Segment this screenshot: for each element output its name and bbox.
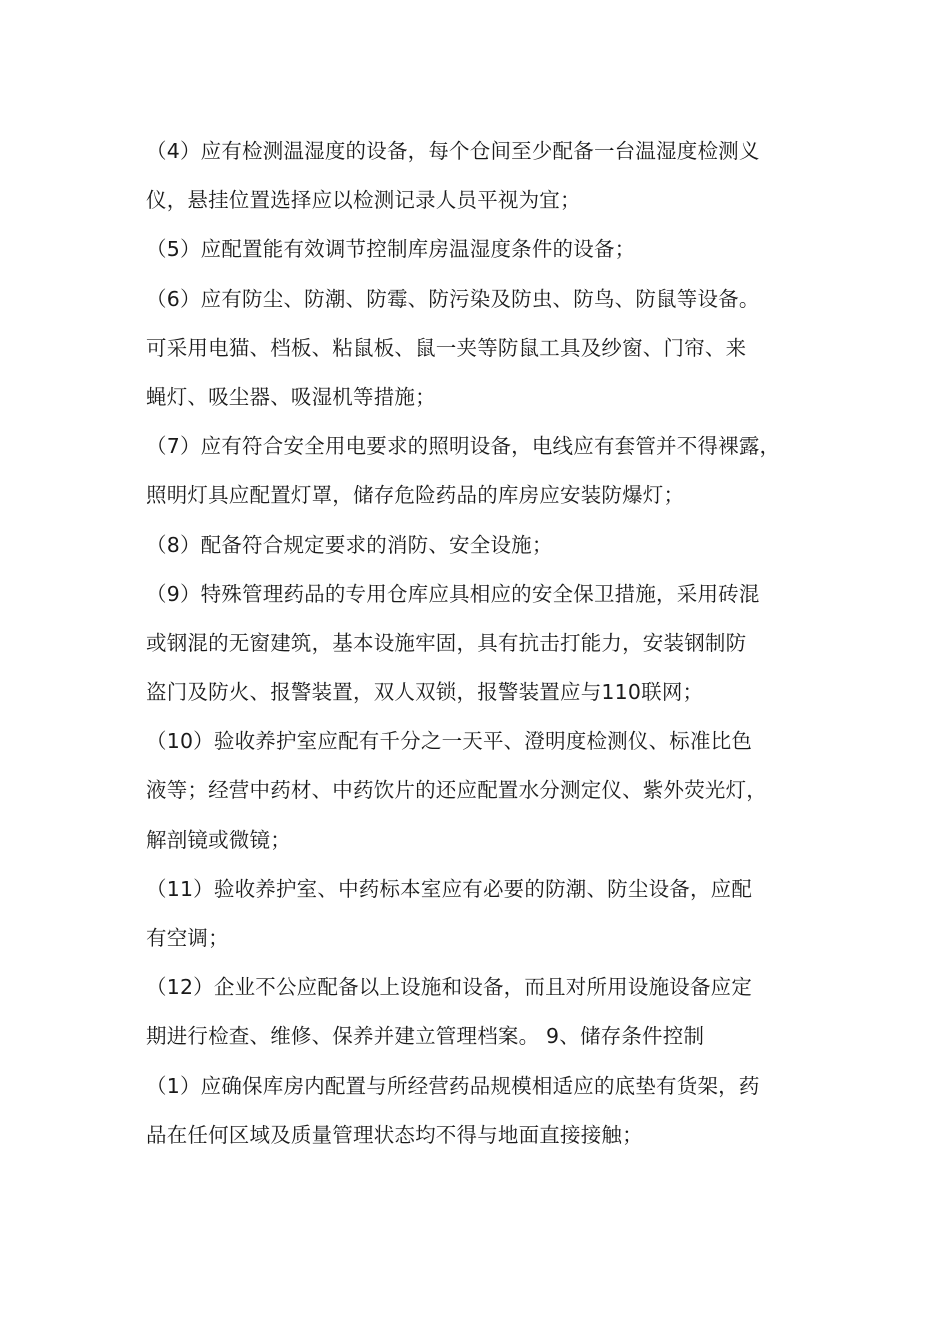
text-line: （12）企业不公应配备以上设施和设备，而且对所用设施设备应定	[146, 975, 753, 1000]
text-line: （6）应有防尘、防潮、防霉、防污染及防虫、防鸟、防鼠等设备。	[146, 286, 760, 311]
text-line: 液等；经营中药材、中药饮片的还应配置水分测定仪、紫外荧光灯，	[146, 778, 767, 803]
text-line: 解剖镜或微镜；	[146, 827, 291, 852]
text-line: （9）特殊管理药品的专用仓库应具相应的安全保卫措施，采用砖混	[146, 581, 760, 606]
text-line: 照明灯具应配置灯罩，储存危险药品的库房应安装防爆灯；	[146, 483, 685, 508]
text-line: 仪，悬挂位置选择应以检测记录人员平视为宜；	[146, 188, 581, 213]
text-line: （4）应有检测温湿度的设备，每个仓间至少配备一台温湿度检测义	[146, 139, 760, 163]
text-line: 期进行检查、维修、保养并建立管理档案。 9、储存条件控制	[146, 1024, 705, 1049]
text-line: 品在任何区域及质量管理状态均不得与地面直接接触；	[146, 1122, 643, 1147]
text-line: 有空调；	[146, 926, 229, 950]
text-line: 盗门及防火、报警装置，双人双锁，报警装置应与110联网；	[146, 680, 704, 705]
text-line: （7）应有符合安全用电要求的照明设备，电线应有套管并不得裸露，	[146, 434, 781, 459]
text-line: （11）验收养护室、中药标本室应有必要的防潮、防尘设备，应配	[146, 876, 753, 901]
text-line: （10）验收养护室应配有千分之一天平、澄明度检测仪、标准比色	[146, 729, 753, 754]
text-line: （8）配备符合规定要求的消防、安全设施；	[146, 532, 553, 557]
text-line: 或钢混的无窗建筑，基本设施牢固，具有抗击打能力，安装钢制防	[146, 630, 747, 655]
text-line: 可采用电猫、档板、粘鼠板、鼠一夹等防鼠工具及纱窗、门帘、来	[146, 335, 747, 360]
text-line: 蝇灯、吸尘器、吸湿机等措施；	[146, 384, 436, 409]
text-line: （1）应确保库房内配置与所经营药品规模相适应的底垫有货架，药	[146, 1073, 760, 1098]
document-body	[146, 127, 826, 1160]
text-line: （5）应配置能有效调节控制库房温湿度条件的设备；	[146, 237, 636, 262]
